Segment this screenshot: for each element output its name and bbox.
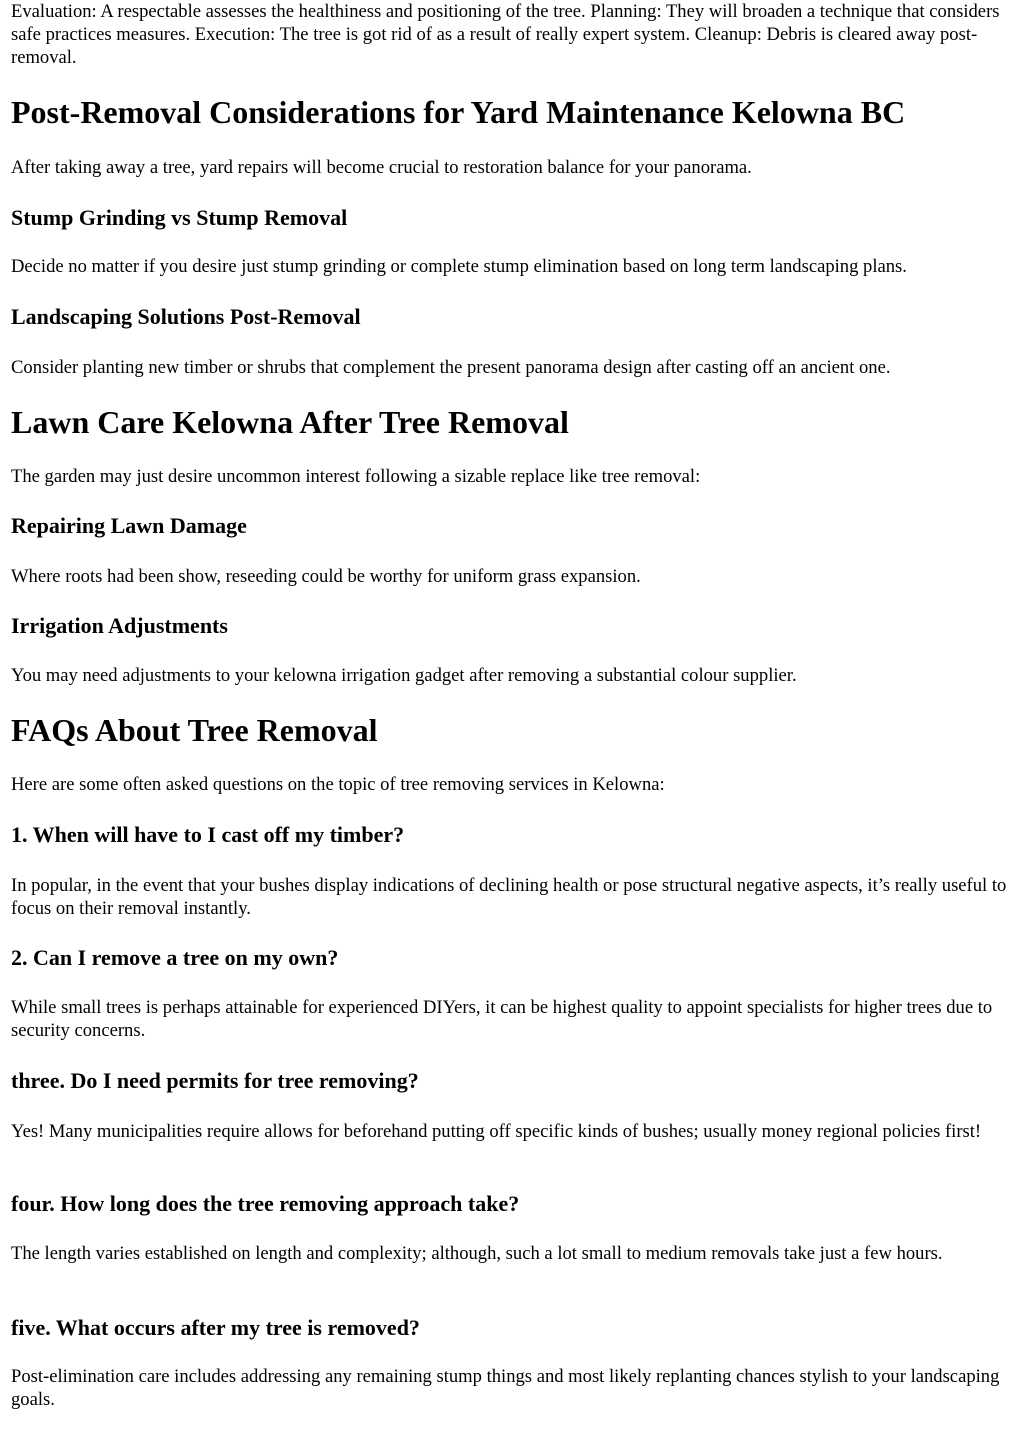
faq-question-1: 1. When will have to I cast off my timber? xyxy=(11,822,405,847)
section-paragraph-lawn-care: The garden may just desire uncommon interest following a sizable replace like tree removal: xyxy=(11,466,701,487)
section-heading-lawn-care: Lawn Care Kelowna After Tree Removal xyxy=(11,404,569,440)
section-heading-post-removal: Post-Removal Considerations for Yard Maintenance Kelowna BC xyxy=(11,94,906,130)
paragraph-stump-grinding: Decide no matter if you desire just stump grinding or complete stump elimination based on long term landscaping plans. xyxy=(11,256,907,277)
section-paragraph-post-removal: After taking away a tree, yard repairs will become crucial to restoration balance for your panorama. xyxy=(11,157,752,178)
faq-question-2: 2. Can I remove a tree on my own? xyxy=(11,945,339,970)
faq-question-3: three. Do I need permits for tree removing? xyxy=(11,1068,419,1093)
faq-answer-2: While small trees is perhaps attainable for experienced DIYers, it can be highest quality to appoint specialists for higher trees due to security concerns. xyxy=(11,997,993,1041)
subheading-repairing-lawn: Repairing Lawn Damage xyxy=(11,513,247,538)
faq-question-5: five. What occurs after my tree is removed? xyxy=(11,1315,420,1340)
section-paragraph-faqs: Here are some often asked questions on the topic of tree removing services in Kelowna: xyxy=(11,774,665,795)
subheading-stump-grinding: Stump Grinding vs Stump Removal xyxy=(11,205,348,230)
faq-answer-5: Post-elimination care includes addressing any remaining stump things and most likely replanting chances stylish to your landscaping goals. xyxy=(11,1366,1000,1410)
faq-answer-4: The length varies established on length and complexity; although, such a lot small to medium removals take just a few hours. xyxy=(11,1243,943,1264)
intro-paragraph: Evaluation: A respectable assesses the healthiness and positioning of the tree. Planning: They will broaden a technique that considers safe practices measures. Execution: The tree is got rid of as a result of really expert system. Cleanup: Debris is cleared away post-removal. xyxy=(11,1,1000,68)
subheading-irrigation-adjustments: Irrigation Adjustments xyxy=(11,613,228,638)
faq-answer-1: In popular, in the event that your bushes display indications of declining health or pose structural negative aspects, it’s really useful to focus on their removal instantly. xyxy=(11,875,1007,919)
paragraph-landscaping-solutions: Consider planting new timber or shrubs that complement the present panorama design after casting off an ancient one. xyxy=(11,357,891,378)
subheading-landscaping-solutions: Landscaping Solutions Post-Removal xyxy=(11,304,361,329)
paragraph-irrigation-adjustments: You may need adjustments to your kelowna irrigation gadget after removing a substantial colour supplier. xyxy=(11,665,797,686)
section-heading-faqs: FAQs About Tree Removal xyxy=(11,712,378,748)
faq-question-4: four. How long does the tree removing approach take? xyxy=(11,1191,520,1216)
paragraph-repairing-lawn: Where roots had been show, reseeding could be worthy for uniform grass expansion. xyxy=(11,566,641,587)
faq-answer-3: Yes! Many municipalities require allows for beforehand putting off specific kinds of bushes; usually money regional policies first! xyxy=(11,1121,982,1142)
